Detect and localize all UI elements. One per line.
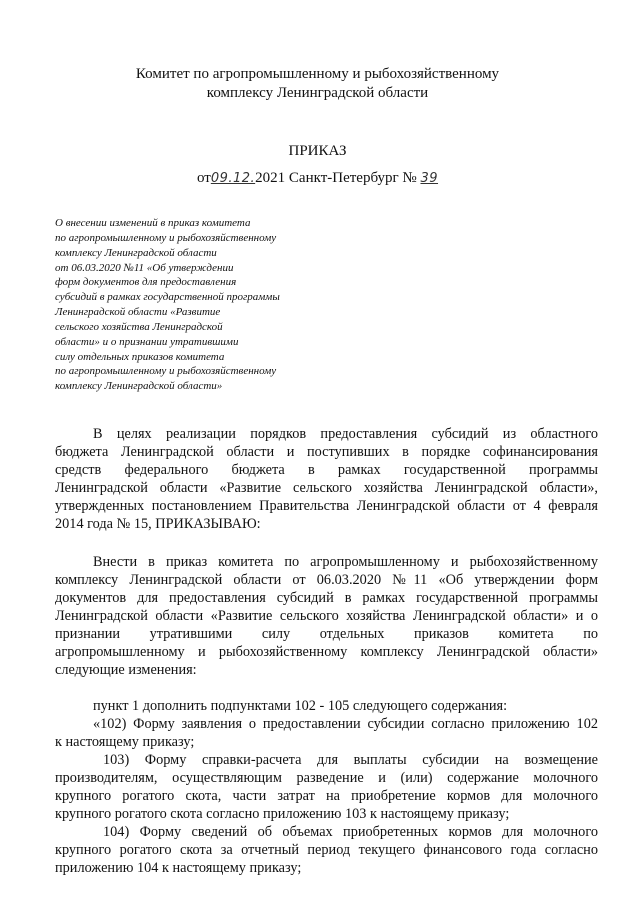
subject-line: Ленинградской области «Развитие <box>55 306 221 319</box>
handwritten-order-number: 39 <box>420 171 439 186</box>
item-104-line: крупного рогатого скота за отчетный период текущего финансового года согласно <box>55 842 598 858</box>
subject-line: комплексу Ленинградской области <box>55 246 217 259</box>
item-104-line: 104) Форму сведений об объемах приобретенных кормов для молочного <box>103 824 598 840</box>
subject-line: по агропромышленному и рыбохозяйственному <box>55 365 277 378</box>
document-type-title: ПРИКАЗ <box>288 143 347 159</box>
item-103-line: производителям, осуществляющим разведение и (или) содержание молочного <box>55 770 598 786</box>
preamble-line: бюджета Ленинградской области и поступивших в порядке софинансирования <box>55 444 598 460</box>
item-104-line: приложению 104 к настоящему приказу; <box>55 860 302 876</box>
handwritten-date: 09.12. <box>210 171 256 186</box>
preamble-line: В целях реализации порядков предоставления субсидий из областного <box>93 426 598 442</box>
subject-line: О внесении изменений в приказ комитета <box>55 217 251 229</box>
order-line: комплексу Ленинградской области от 06.03.2020 №11 «Об утверждении форм <box>55 572 598 588</box>
year-city-number-label: 2021 Санкт-Петербург № <box>255 170 417 186</box>
preamble-paragraph <box>55 425 598 533</box>
order-line: Ленинградской области «Развитие сельского хозяйства Ленинградской области» и о <box>55 608 598 624</box>
preamble-line: 2014 года № 15, ПРИКАЗЫВАЮ: <box>55 516 261 532</box>
preamble-line: утвержденных постановлением Правительства Ленинградской области от 4 февраля <box>55 498 598 514</box>
item-103-line: 103) Форму справки-расчета для выплаты субсидии на возмещение <box>103 752 598 768</box>
subject-line: субсидий в рамках государственной программы <box>55 291 280 304</box>
item-102-line: к настоящему приказу; <box>55 734 195 750</box>
subject-line: от 06.03.2020 №11 «Об утверждении <box>55 261 234 274</box>
order-line: документов для предоставления субсидий в рамках государственной программы <box>55 590 598 606</box>
preamble-line: средств федерального бюджета в рамках государственной программы <box>55 462 598 478</box>
order-line: следующие изменения: <box>55 662 197 678</box>
order-body <box>55 425 598 877</box>
date-prefix: от <box>196 170 211 186</box>
subject-line: по агропромышленному и рыбохозяйственному <box>55 231 277 244</box>
organization-name-line-2: комплексу Ленинградской области <box>206 85 429 101</box>
order-paragraph <box>55 553 598 679</box>
subject-line: области» и о признании утратившими <box>55 335 239 348</box>
organization-name-line-1: Комитет по агропромышленному и рыбохозяйственному <box>135 66 500 82</box>
order-line: признании утратившими силу отдельных приказов комитета по <box>55 626 598 642</box>
amendment-list <box>55 697 598 877</box>
order-subject-block <box>55 216 345 394</box>
item-intro: пункт 1 дополнить подпунктами 102 - 105 следующего содержания: <box>93 698 508 714</box>
item-102-line: «102) Форму заявления о предоставлении субсидии согласно приложению 102 <box>93 716 598 732</box>
date-number-line <box>60 170 575 187</box>
item-103-line: крупного рогатого скота, части затрат на приобретение кормов для молочного <box>55 788 598 804</box>
order-line: агропромышленному и рыбохозяйственному комплексу Ленинградской области» <box>55 644 598 660</box>
subject-line: сельского хозяйства Ленинградской <box>55 320 223 333</box>
order-line: Внести в приказ комитета по агропромышленному и рыбохозяйственному <box>93 554 598 570</box>
subject-line: форм документов для предоставления <box>55 276 237 289</box>
item-103-line: крупного рогатого скота согласно приложению 103 к настоящему приказу; <box>55 806 510 822</box>
subject-line: силу отдельных приказов комитета <box>55 350 225 363</box>
preamble-line: Ленинградской области «Развитие сельского хозяйства Ленинградской области», <box>55 480 598 496</box>
subject-line: комплексу Ленинградской области» <box>55 380 223 393</box>
organization-header <box>60 65 575 103</box>
